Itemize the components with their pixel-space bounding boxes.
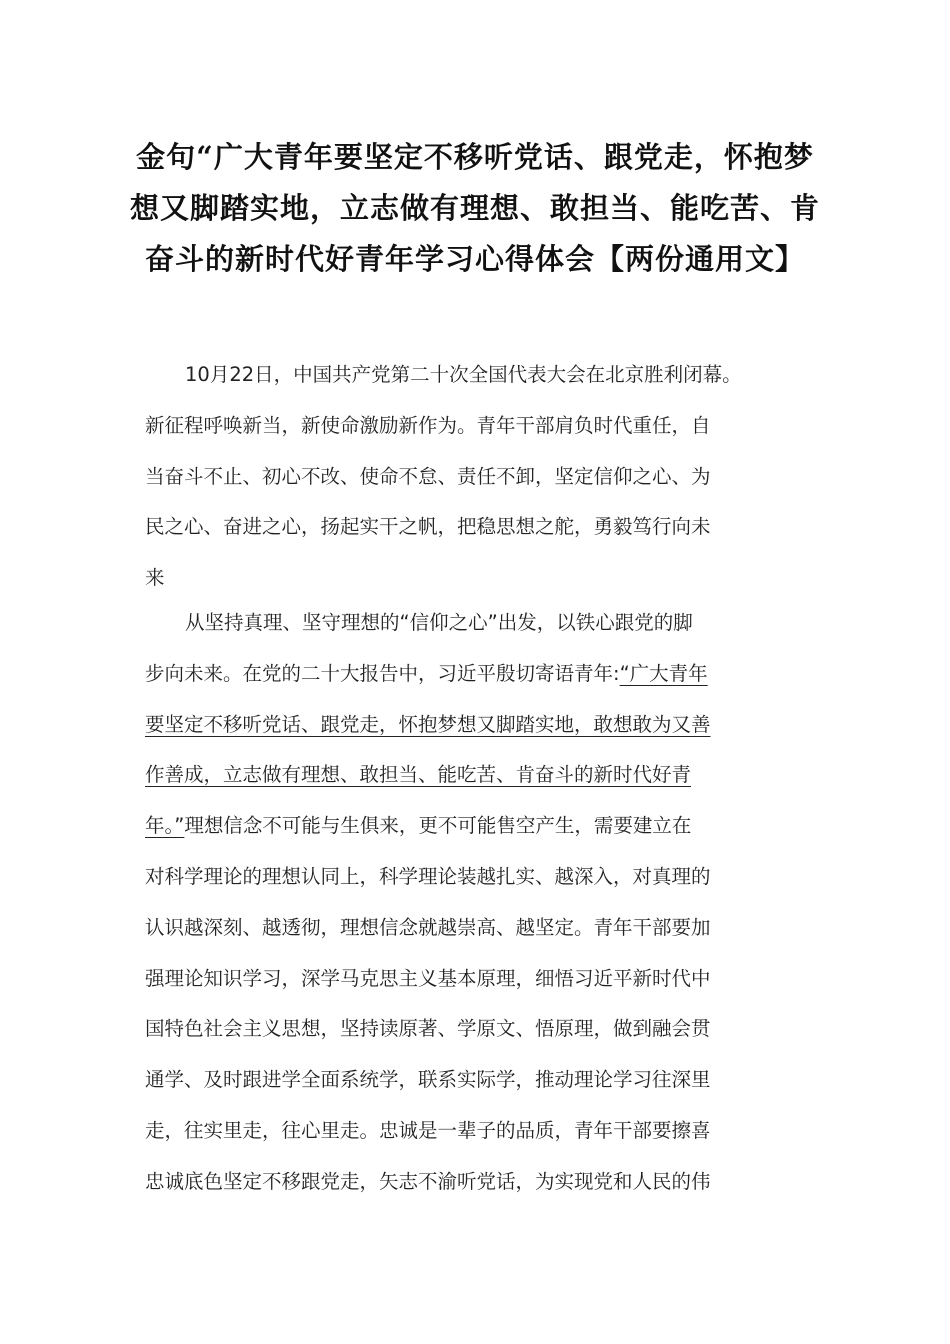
document-title — [130, 132, 820, 285]
paragraph-line: 对科学理论的理想认同上，科学理论装越扎实、越深入，对真理的 — [145, 864, 711, 888]
paragraph-line: 民之心、奋进之心，扬起实干之帆，把稳思想之舵，勇毅笃行向未 — [145, 515, 711, 539]
paragraph-line: 10月22日，中国共产党第二十次全国代表大会在北京胜利闭幕。 — [185, 363, 742, 386]
paragraph-line: 新征程呼唤新当，新使命激励新作为。青年干部肩负时代重任，自 — [145, 413, 711, 437]
paragraph-line — [145, 801, 810, 852]
paragraph-line — [145, 700, 810, 751]
paragraph-2 — [145, 598, 810, 1208]
title-line: 金句“广大青年要坚定不移听党话、跟党走，怀抱梦 — [136, 140, 814, 174]
paragraph-line — [145, 750, 810, 801]
paragraph-line: 来 — [145, 566, 165, 590]
paragraph-line: 忠诚底色坚定不移跟党走，矢志不渝听党话，为实现党和人民的伟 — [145, 1169, 711, 1193]
paragraph-1 — [145, 350, 810, 604]
paragraph-line: 通学、及时跟进学全面系统学，联系实际学，推动理论学习往深里 — [145, 1068, 711, 1092]
paragraph-line: 从坚持真理、坚守理想的“信仰之心”出发，以铁心跟党的脚 — [185, 611, 693, 634]
paragraph-text: 步向未来。在党的二十大报告中，习近平殷切寄语青年: — [145, 661, 620, 685]
underlined-quote: “广大青年 — [619, 661, 708, 685]
title-line: 想又脚踏实地，立志做有理想、敢担当、能吃苦、肯 — [130, 191, 821, 225]
paragraph-line — [145, 649, 810, 700]
paragraph-line: 国特色社会主义思想，坚持读原著、学原文、悟原理，做到融会贯 — [145, 1017, 711, 1041]
paragraph-line: 认识越深刻、越透彻，理想信念就越崇高、越坚定。青年干部要加 — [145, 915, 711, 939]
underlined-quote: 要坚定不移听党话、跟党走，怀抱梦想又脚踏实地，敢想敢为又善 — [145, 712, 711, 736]
paragraph-line: 走，往实里走，往心里走。忠诚是一辈子的品质，青年干部要擦喜 — [145, 1118, 711, 1142]
paragraph-line: 强理论知识学习，深学马克思主义基本原理，细悟习近平新时代中 — [145, 966, 711, 990]
title-line: 奋斗的新时代好青年学习心得体会【两份通用文】 — [144, 242, 805, 276]
underlined-quote: 作善成，立志做有理想、敢担当、能吃苦、肯奋斗的新时代好青 — [145, 763, 692, 787]
paragraph-line: 当奋斗不止、初心不改、使命不怠、责任不卸，坚定信仰之心、为 — [145, 464, 711, 488]
paragraph-text: 理想信念不可能与生俱来，更不可能售空产生，需要建立在 — [184, 814, 692, 838]
underlined-quote: 年。” — [145, 814, 185, 838]
